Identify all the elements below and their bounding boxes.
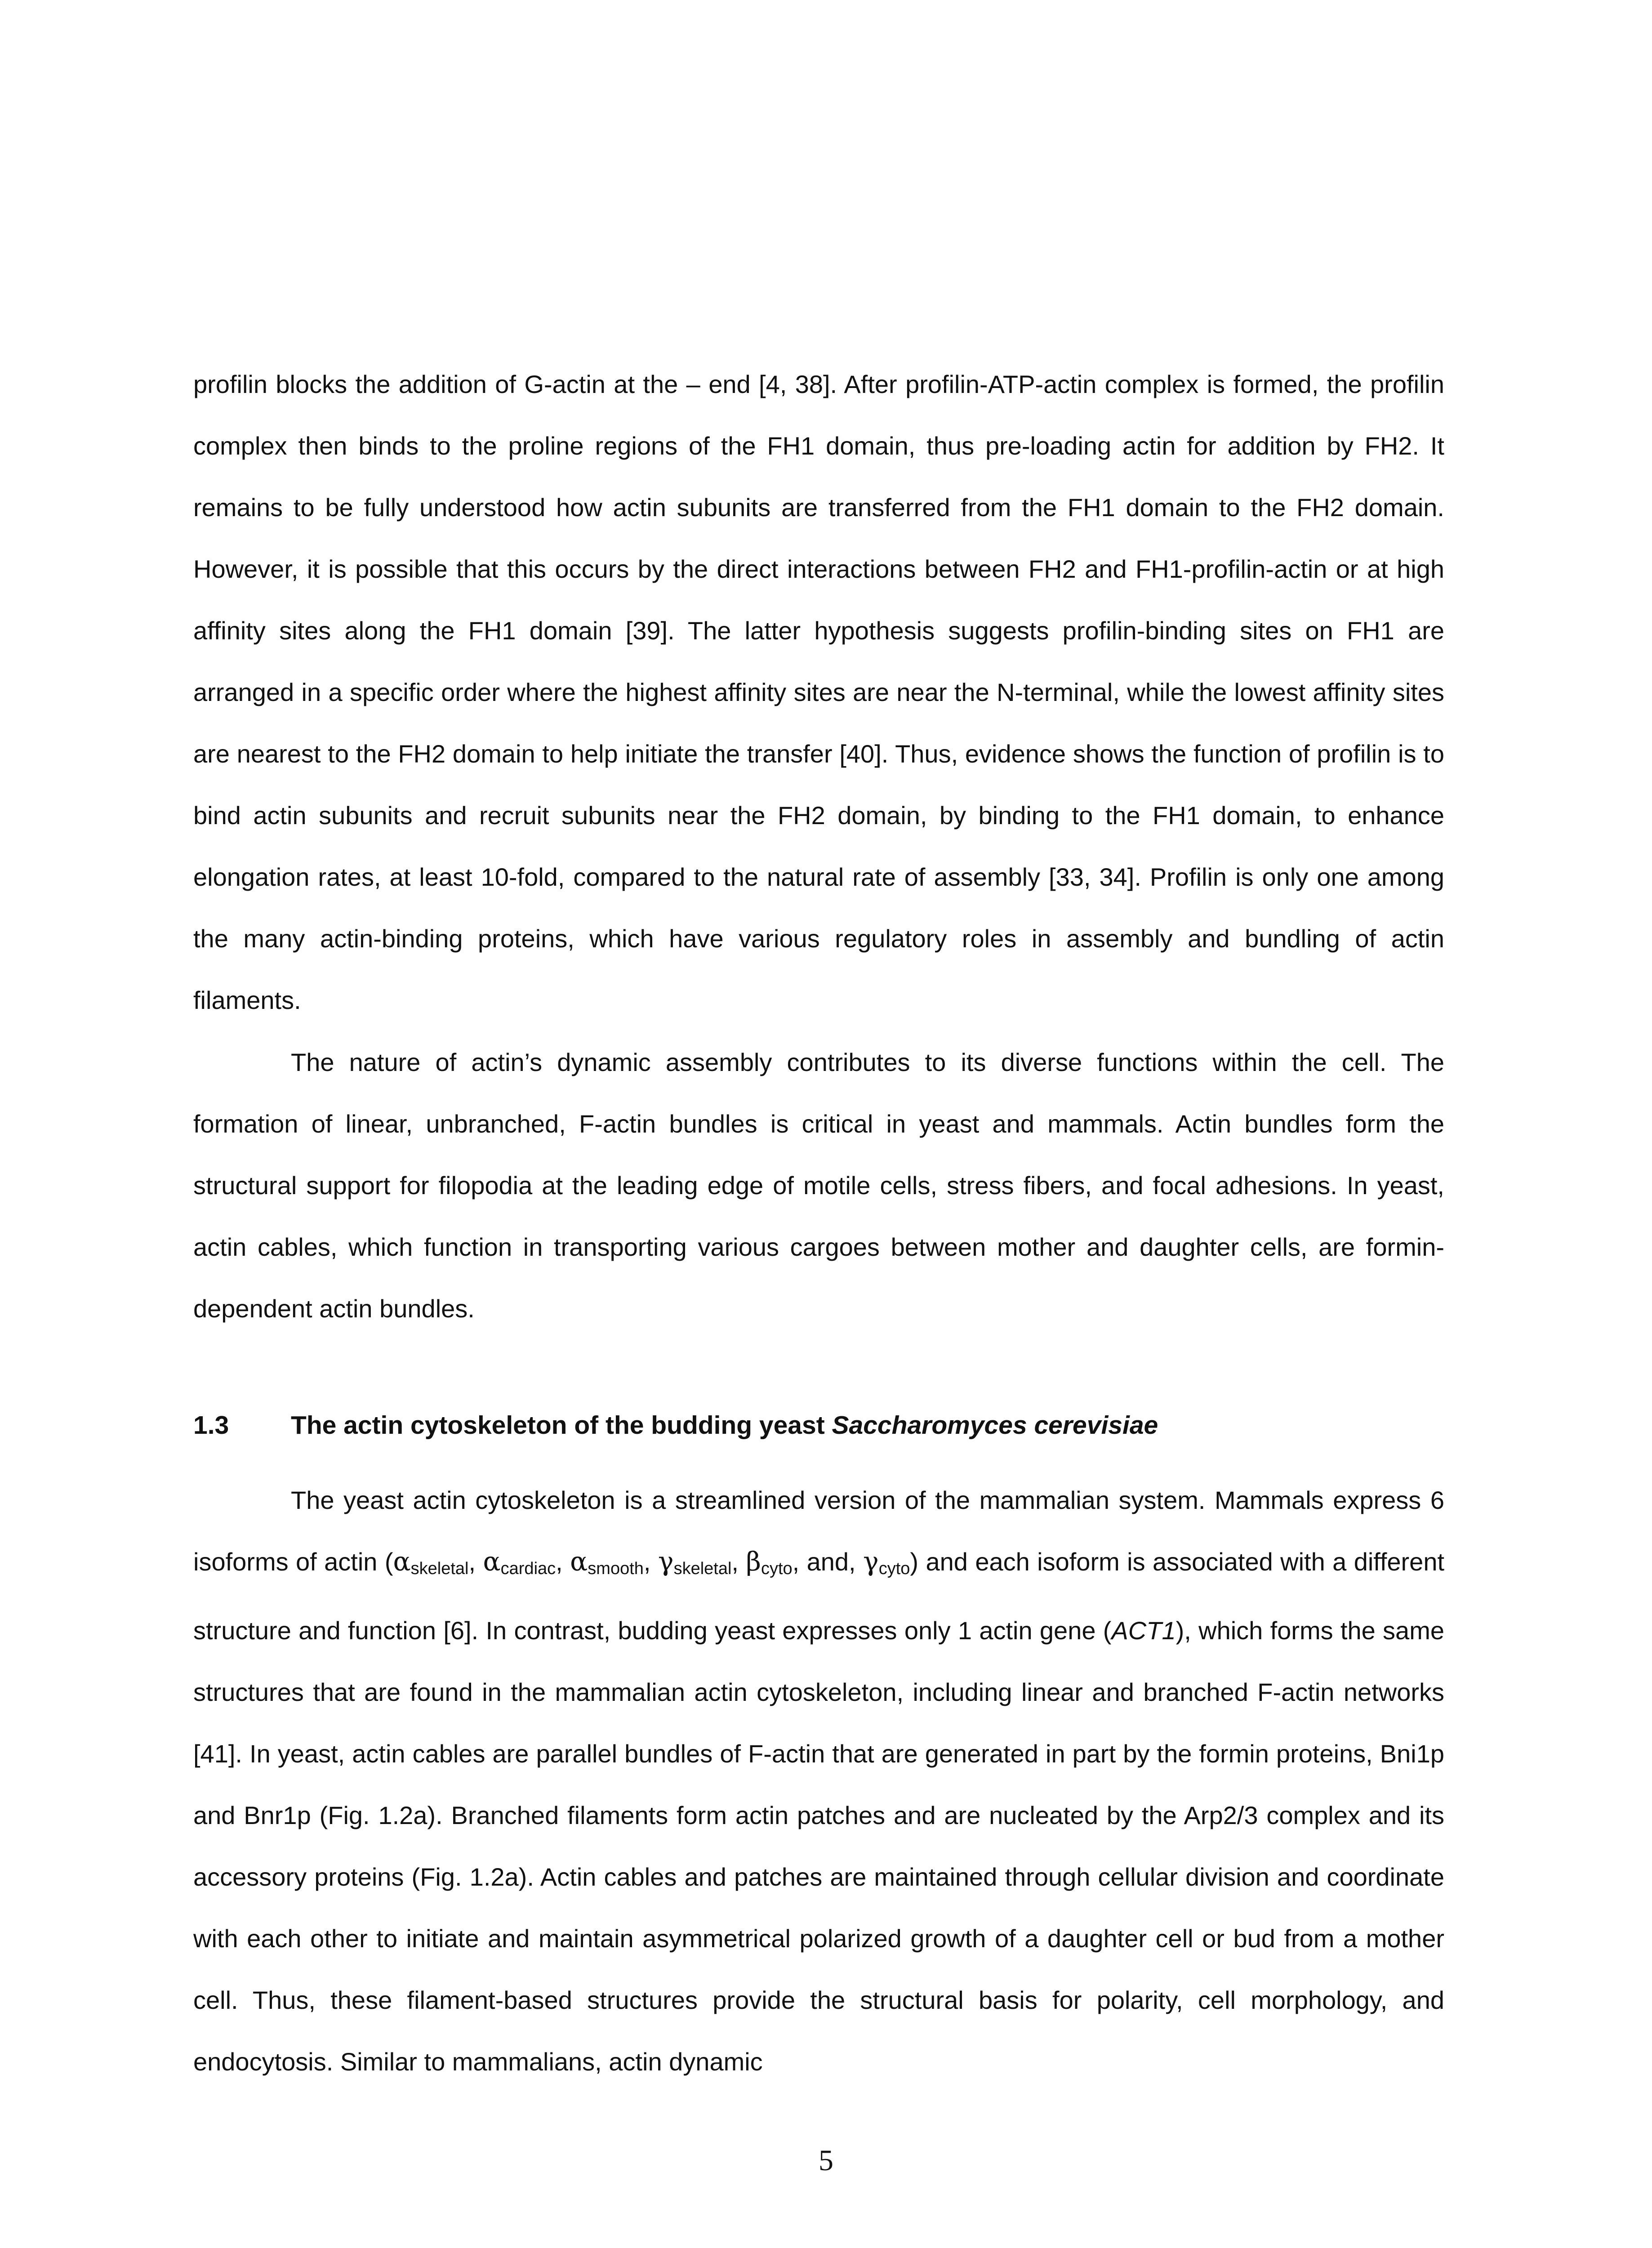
isoform-6: [863, 1548, 910, 1576]
isoform-symbol: γ: [658, 1546, 674, 1577]
paragraph-text: profilin blocks the addition of G-actin at the – end [4, 38]. After profilin-ATP-actin complex is formed, the profilin complex then binds to the proline regions of the FH1 domain, thus pre-loading actin for addition by FH2. It remains to be fully understood how actin subunits are transferred from the FH1 domain to the FH2 domain. However, it is possible that this occurs by the direct interactions between FH2 and FH1-profilin-actin or at high affinity sites along the FH1 domain [39]. The latter hypothesis suggests profilin-binding sites on FH1 are arranged in a specific order where the highest affinity sites are near the N-terminal, while the lowest affinity sites are nearest to the FH2 domain to help initiate the transfer [40]. Thus, evidence shows the function of profilin is to bind actin subunits and recruit subunits near the FH2 domain, by binding to the FH1 domain, to enhance elongation rates, at least 10-fold, compared to the natural rate of assembly [33, 34]. Profilin is only one among the many actin-binding proteins, which have various regulatory roles in assembly and bundling of actin filaments.: [193, 370, 1444, 1014]
isoform-subscript: skeletal: [673, 1559, 732, 1578]
isoform-symbol: α: [483, 1546, 501, 1577]
paragraph-rest: ), which forms the same structures that are found in the mammalian actin cytoskeleton, including linear and branched F-actin networks [41]. In yeast, actin cables are parallel bundles of F-actin that are generated in part by the formin proteins, Bni1p and Bnr1p (Fig. 1.2a). Branched filaments form actin patches and are nucleated by the Arp2/3 complex and its accessory proteins (Fig. 1.2a). Actin cables and patches are maintained through cellular division and coordinate with each other to initiate and maintain asymmetrical polarized growth of a daughter cell or bud from a mother cell. Thus, these filament-based structures provide the structural basis for polarity, cell morphology, and endocytosis. Similar to mammalians, actin dynamic: [193, 1616, 1444, 2076]
isoform-3: [570, 1548, 658, 1576]
isoform-separator: ,: [643, 1548, 658, 1576]
isoform-subscript: smooth: [588, 1559, 644, 1578]
section-number: 1.3: [193, 1411, 229, 1440]
page-number: 5: [819, 2144, 833, 2177]
isoform-symbol: γ: [863, 1546, 879, 1577]
isoform-separator: ,: [731, 1548, 746, 1576]
isoform-symbol: β: [746, 1546, 761, 1577]
isoform-4: [658, 1548, 746, 1576]
paragraph-text: The nature of actin’s dynamic assembly contributes to its diverse functions within the cell. The formation of linear, unbranched, F-actin bundles is critical in yeast and mammals. Actin bundles form the structural support for filopodia at the leading edge of motile cells, stress fibers, and focal adhesions. In yeast, actin cables, which function in transporting various cargoes between mother and daughter cells, are formin-dependent actin bundles.: [193, 1048, 1444, 1323]
isoform-symbol: α: [570, 1546, 588, 1577]
isoform-2: [483, 1548, 570, 1576]
paragraph-intro: The yeast actin cytoskeleton is a streamlined version of the mammalian system. Mammals express 6 isoforms of actin (: [193, 1486, 1444, 1576]
isoform-subscript: cardiac: [500, 1559, 556, 1578]
isoform-subscript: cyto: [761, 1559, 793, 1578]
isoform-subscript: cyto: [878, 1559, 910, 1578]
isoform-separator: ,: [468, 1548, 483, 1576]
paragraph-middle: ) and each isoform is associated with a different structure and function [6]. In contrast, budding yeast expresses only 1 actin gene (: [193, 1548, 1445, 1645]
paragraph-profilin: [193, 353, 1444, 1031]
paragraph-text: [193, 1469, 1444, 2092]
isoform-separator: ,: [556, 1548, 570, 1576]
isoform-1: [393, 1548, 483, 1576]
paragraph-actin-dynamics: [193, 1031, 1444, 1339]
isoform-separator: , and,: [792, 1548, 864, 1576]
isoform-symbol: α: [393, 1546, 411, 1577]
section-title: The actin cytoskeleton of the budding yeast: [291, 1411, 832, 1440]
isoform-subscript: skeletal: [410, 1559, 469, 1578]
section-heading: [193, 1407, 1444, 1443]
section-title-species: Saccharomyces cerevisiae: [832, 1411, 1158, 1440]
gene-name: ACT1: [1111, 1616, 1176, 1645]
isoform-5: [746, 1548, 863, 1576]
paragraph-yeast-cytoskeleton: [193, 1469, 1444, 2092]
